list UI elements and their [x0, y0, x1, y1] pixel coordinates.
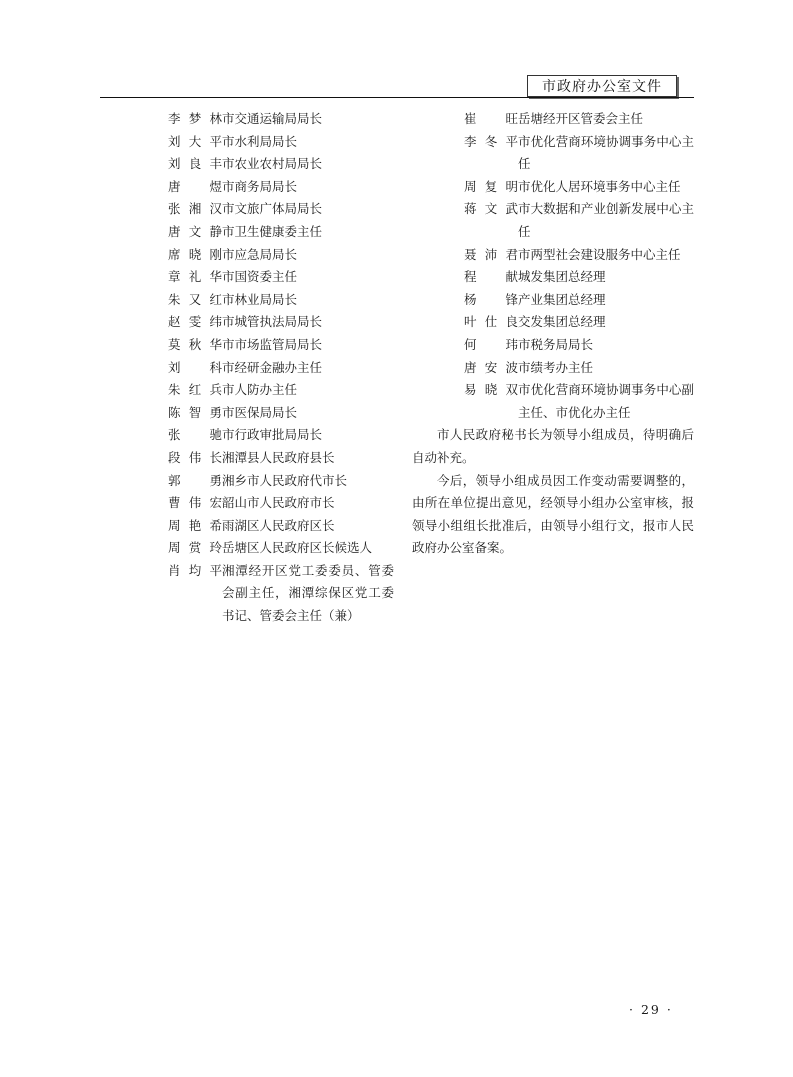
- member-name: 程 献: [464, 269, 518, 285]
- member-row: [168, 424, 394, 447]
- member-title: 市水利局局长: [222, 133, 298, 149]
- member-name: 刘良丰: [168, 156, 222, 172]
- member-name: 曹伟宏: [168, 495, 222, 511]
- member-name: 唐文静: [168, 223, 222, 239]
- member-title: 市优化人居环境事务中心主任: [518, 178, 681, 194]
- member-row: [168, 198, 394, 221]
- member-row: [412, 289, 694, 312]
- member-title: 市城管执法局局长: [222, 314, 323, 330]
- member-row: [168, 131, 394, 154]
- member-name: 章礼华: [168, 269, 222, 285]
- member-row: [168, 289, 394, 312]
- member-name: 朱红兵: [168, 382, 222, 398]
- member-title: 岳塘经开区管委会主任: [518, 111, 644, 126]
- right-column: [412, 108, 694, 560]
- paragraph-adjustment-note: 今后，领导小组成员因工作变动需要调整的，由所在单位提出意见，经领导小组办公室审核，报领导小组组长批准后，由领导小组行文，报市人民政府办公室备案。: [412, 472, 694, 556]
- member-title: 市农业农村局局长: [222, 156, 323, 172]
- document-header-title: 市政府办公室文件: [527, 75, 677, 97]
- member-row: [168, 108, 394, 131]
- member-row: [168, 221, 394, 244]
- member-row: [168, 153, 394, 176]
- member-title: 市行政审批局局长: [222, 427, 323, 443]
- member-row: [168, 515, 394, 538]
- member-name: 陈智勇: [168, 404, 222, 420]
- member-title: 市卫生健康委主任: [222, 223, 323, 239]
- member-title: 市大数据和产业创新发展中心主任: [518, 201, 694, 239]
- member-row: [168, 176, 394, 199]
- member-name: 蒋文武: [464, 201, 518, 217]
- member-row: [168, 537, 394, 560]
- page-number: · 29 ·: [629, 1002, 673, 1017]
- member-title: 市税务局局长: [518, 336, 594, 352]
- member-title: 产业集团总经理: [518, 291, 606, 307]
- member-name: 张湘汉: [168, 201, 222, 217]
- member-name: 席晓刚: [168, 246, 222, 262]
- member-row: [412, 311, 694, 334]
- member-name: 郭 勇: [168, 472, 222, 488]
- member-title: 市优化营商环境协调事务中心副主任、市优化办主任: [518, 382, 694, 420]
- member-name: 李冬平: [464, 133, 518, 149]
- member-row: [168, 334, 394, 357]
- member-title: 湘乡市人民政府代市长: [222, 472, 348, 488]
- member-row: [412, 198, 694, 243]
- member-title: 岳塘区人民政府区长候选人: [222, 540, 373, 556]
- member-name: 周复明: [464, 178, 518, 194]
- member-list-left: [168, 108, 394, 628]
- member-title: 湘潭经开区党工委委员、管委会副主任，湘潭综保区党工委书记、管委会主任（兼）: [222, 562, 394, 624]
- member-row: [412, 176, 694, 199]
- member-row: [168, 470, 394, 493]
- member-row: [168, 560, 394, 628]
- member-name: 杨 锋: [464, 291, 518, 307]
- member-name: 叶仕良: [464, 314, 518, 330]
- member-row: [168, 492, 394, 515]
- member-title: 市国资委主任: [222, 269, 298, 285]
- member-name: 段伟长: [168, 449, 222, 465]
- member-name: 何 玮: [464, 336, 518, 352]
- member-name: 肖均平: [168, 562, 222, 578]
- member-title: 市医保局局长: [222, 404, 298, 420]
- member-row: [412, 379, 694, 424]
- member-title: 市商务局局长: [222, 178, 298, 194]
- member-row: [412, 108, 694, 131]
- member-name: 崔 旺: [464, 111, 518, 126]
- member-name: 李梦林: [168, 111, 222, 126]
- member-name: 张 驰: [168, 427, 222, 443]
- member-row: [412, 131, 694, 176]
- member-row: [168, 266, 394, 289]
- member-row: [168, 402, 394, 425]
- member-title: 城发集团总经理: [518, 269, 606, 285]
- member-list-right: [412, 108, 694, 424]
- member-title: 雨湖区人民政府区长: [222, 517, 335, 533]
- member-name: 唐安波: [464, 359, 518, 375]
- member-title: 交发集团总经理: [518, 314, 606, 330]
- member-row: [168, 447, 394, 470]
- member-title: 市绩考办主任: [518, 359, 594, 375]
- member-row: [412, 244, 694, 267]
- member-row: [412, 334, 694, 357]
- member-name: 莫秋华: [168, 336, 222, 352]
- member-name: 赵雯纬: [168, 314, 222, 330]
- member-title: 市优化营商环境协调事务中心主任: [518, 133, 694, 172]
- member-title: 市文旅广体局局长: [222, 201, 323, 217]
- member-row: [412, 266, 694, 289]
- member-name: 刘大平: [168, 133, 222, 149]
- member-name: 易晓双: [464, 382, 518, 398]
- member-row: [168, 379, 394, 402]
- member-row: [168, 244, 394, 267]
- member-name: 周艳希: [168, 517, 222, 533]
- member-name: 周赏玲: [168, 540, 222, 556]
- member-title: 市市场监管局局长: [222, 336, 323, 352]
- member-name: 聂沛君: [464, 246, 518, 262]
- member-title: 市两型社会建设服务中心主任: [518, 246, 681, 262]
- member-title: 市人防办主任: [222, 382, 298, 398]
- member-title: 市应急局局长: [222, 246, 298, 262]
- paragraph-secretary-note: 市人民政府秘书长为领导小组成员，待明确后自动补充。: [412, 427, 694, 465]
- member-name: 朱又红: [168, 291, 222, 307]
- member-row: [168, 357, 394, 380]
- member-title: 韶山市人民政府市长: [222, 495, 335, 511]
- member-name: 唐 煜: [168, 178, 222, 194]
- member-title: 市林业局局长: [222, 291, 298, 307]
- member-row: [412, 357, 694, 380]
- header-divider: [100, 97, 694, 98]
- member-title: 湘潭县人民政府县长: [222, 449, 335, 465]
- member-title: 市经研金融办主任: [222, 359, 323, 375]
- member-name: 刘 科: [168, 359, 222, 375]
- member-row: [168, 311, 394, 334]
- member-title: 市交通运输局局长: [222, 111, 323, 126]
